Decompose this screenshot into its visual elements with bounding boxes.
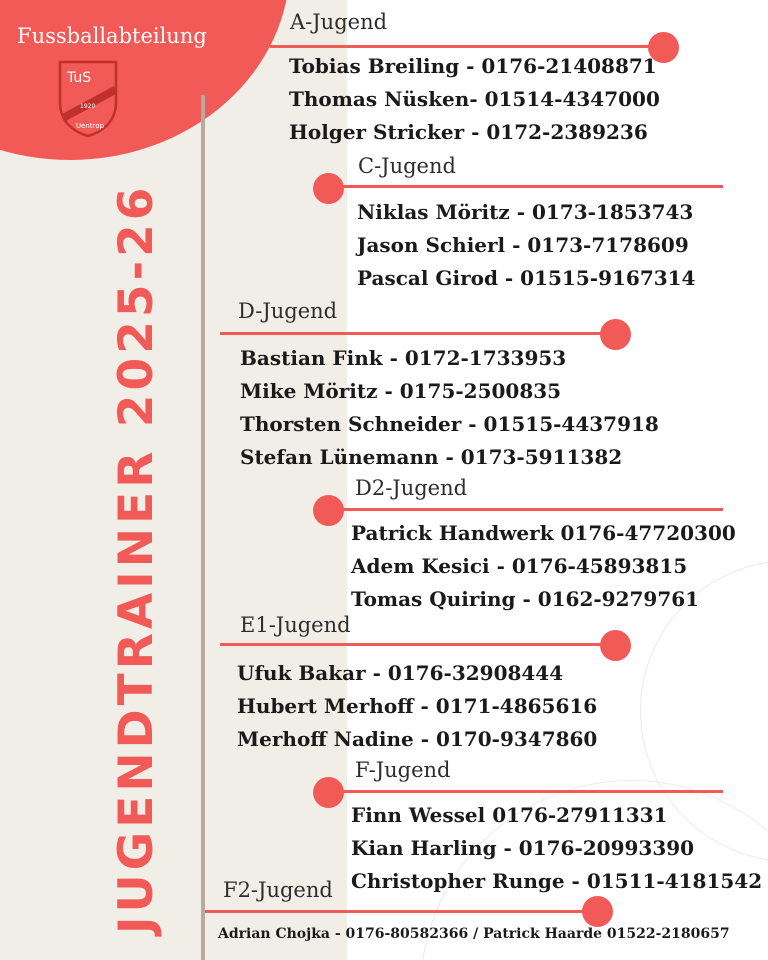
coach-entry: Mike Möritz - 0175-2500835 — [240, 379, 562, 403]
coach-entry: Bastian Fink - 0172-1733953 — [240, 346, 567, 370]
club-logo — [52, 58, 124, 140]
coach-entry: Holger Stricker - 0172-2389236 — [289, 120, 648, 144]
team-label-f: F-Jugend — [355, 758, 451, 782]
coach-entry: Niklas Möritz - 0173-1853743 — [357, 200, 694, 224]
coach-entry: Merhoff Nadine - 0170-9347860 — [237, 727, 598, 751]
team-dot — [600, 630, 631, 661]
coach-entry: Thorsten Schneider - 01515-4437918 — [240, 412, 659, 436]
team-rule — [330, 185, 723, 188]
team-dot — [313, 495, 344, 526]
team-label-c: C-Jugend — [358, 154, 456, 178]
coach-entry: Thomas Nüsken- 01514-4347000 — [289, 87, 660, 111]
coach-entry: Kian Harling - 0176-20993390 — [351, 836, 695, 860]
coach-entry: Tomas Quiring - 0162-9279761 — [351, 587, 700, 611]
team-label-f2: F2-Jugend — [223, 878, 333, 902]
coach-entry: Adem Kesici - 0176-45893815 — [351, 554, 688, 578]
coach-entry: Finn Wessel 0176-27911331 — [351, 803, 668, 827]
team-label-d2: D2-Jugend — [355, 476, 468, 500]
team-dot — [600, 319, 631, 350]
team-rule — [205, 910, 597, 913]
vertical-title: JUGENDTRAINER 2025-26 — [109, 183, 164, 934]
coach-entry: Jason Schierl - 0173-7178609 — [357, 233, 689, 257]
coach-entry: Christopher Runge - 01511-4181542 — [351, 869, 763, 893]
team-rule — [270, 45, 662, 48]
team-dot — [313, 173, 344, 204]
team-dot — [582, 896, 613, 927]
team-rule — [330, 508, 723, 511]
team-dot — [313, 777, 344, 808]
team-label-a: A-Jugend — [290, 10, 388, 34]
coach-entry: Pascal Girod - 01515-9167314 — [357, 266, 696, 290]
coach-entry: Patrick Handwerk 0176-47720300 — [351, 521, 736, 545]
logo-text-bottom: Uentrop — [76, 122, 105, 130]
coach-entry: Adrian Chojka - 0176-80582366 / Patrick Haarde 01522-2180657 — [218, 926, 730, 942]
team-rule — [330, 790, 723, 793]
timeline-line — [201, 95, 205, 960]
team-label-e1: E1-Jugend — [240, 613, 351, 637]
department-title: Fussballabteilung — [17, 24, 207, 48]
team-label-d: D-Jugend — [238, 299, 338, 323]
coach-entry: Ufuk Bakar - 0176-32908444 — [237, 661, 564, 685]
coach-entry: Hubert Merhoff - 0171-4865616 — [237, 694, 598, 718]
coach-entry: Stefan Lünemann - 0173-5911382 — [240, 445, 623, 469]
logo-text-top: TuS — [67, 70, 92, 86]
team-rule — [220, 332, 618, 335]
coach-entry: Tobias Breiling - 0176-21408871 — [289, 54, 657, 78]
logo-text-middle: 1920 — [80, 103, 96, 110]
team-rule — [220, 643, 618, 646]
